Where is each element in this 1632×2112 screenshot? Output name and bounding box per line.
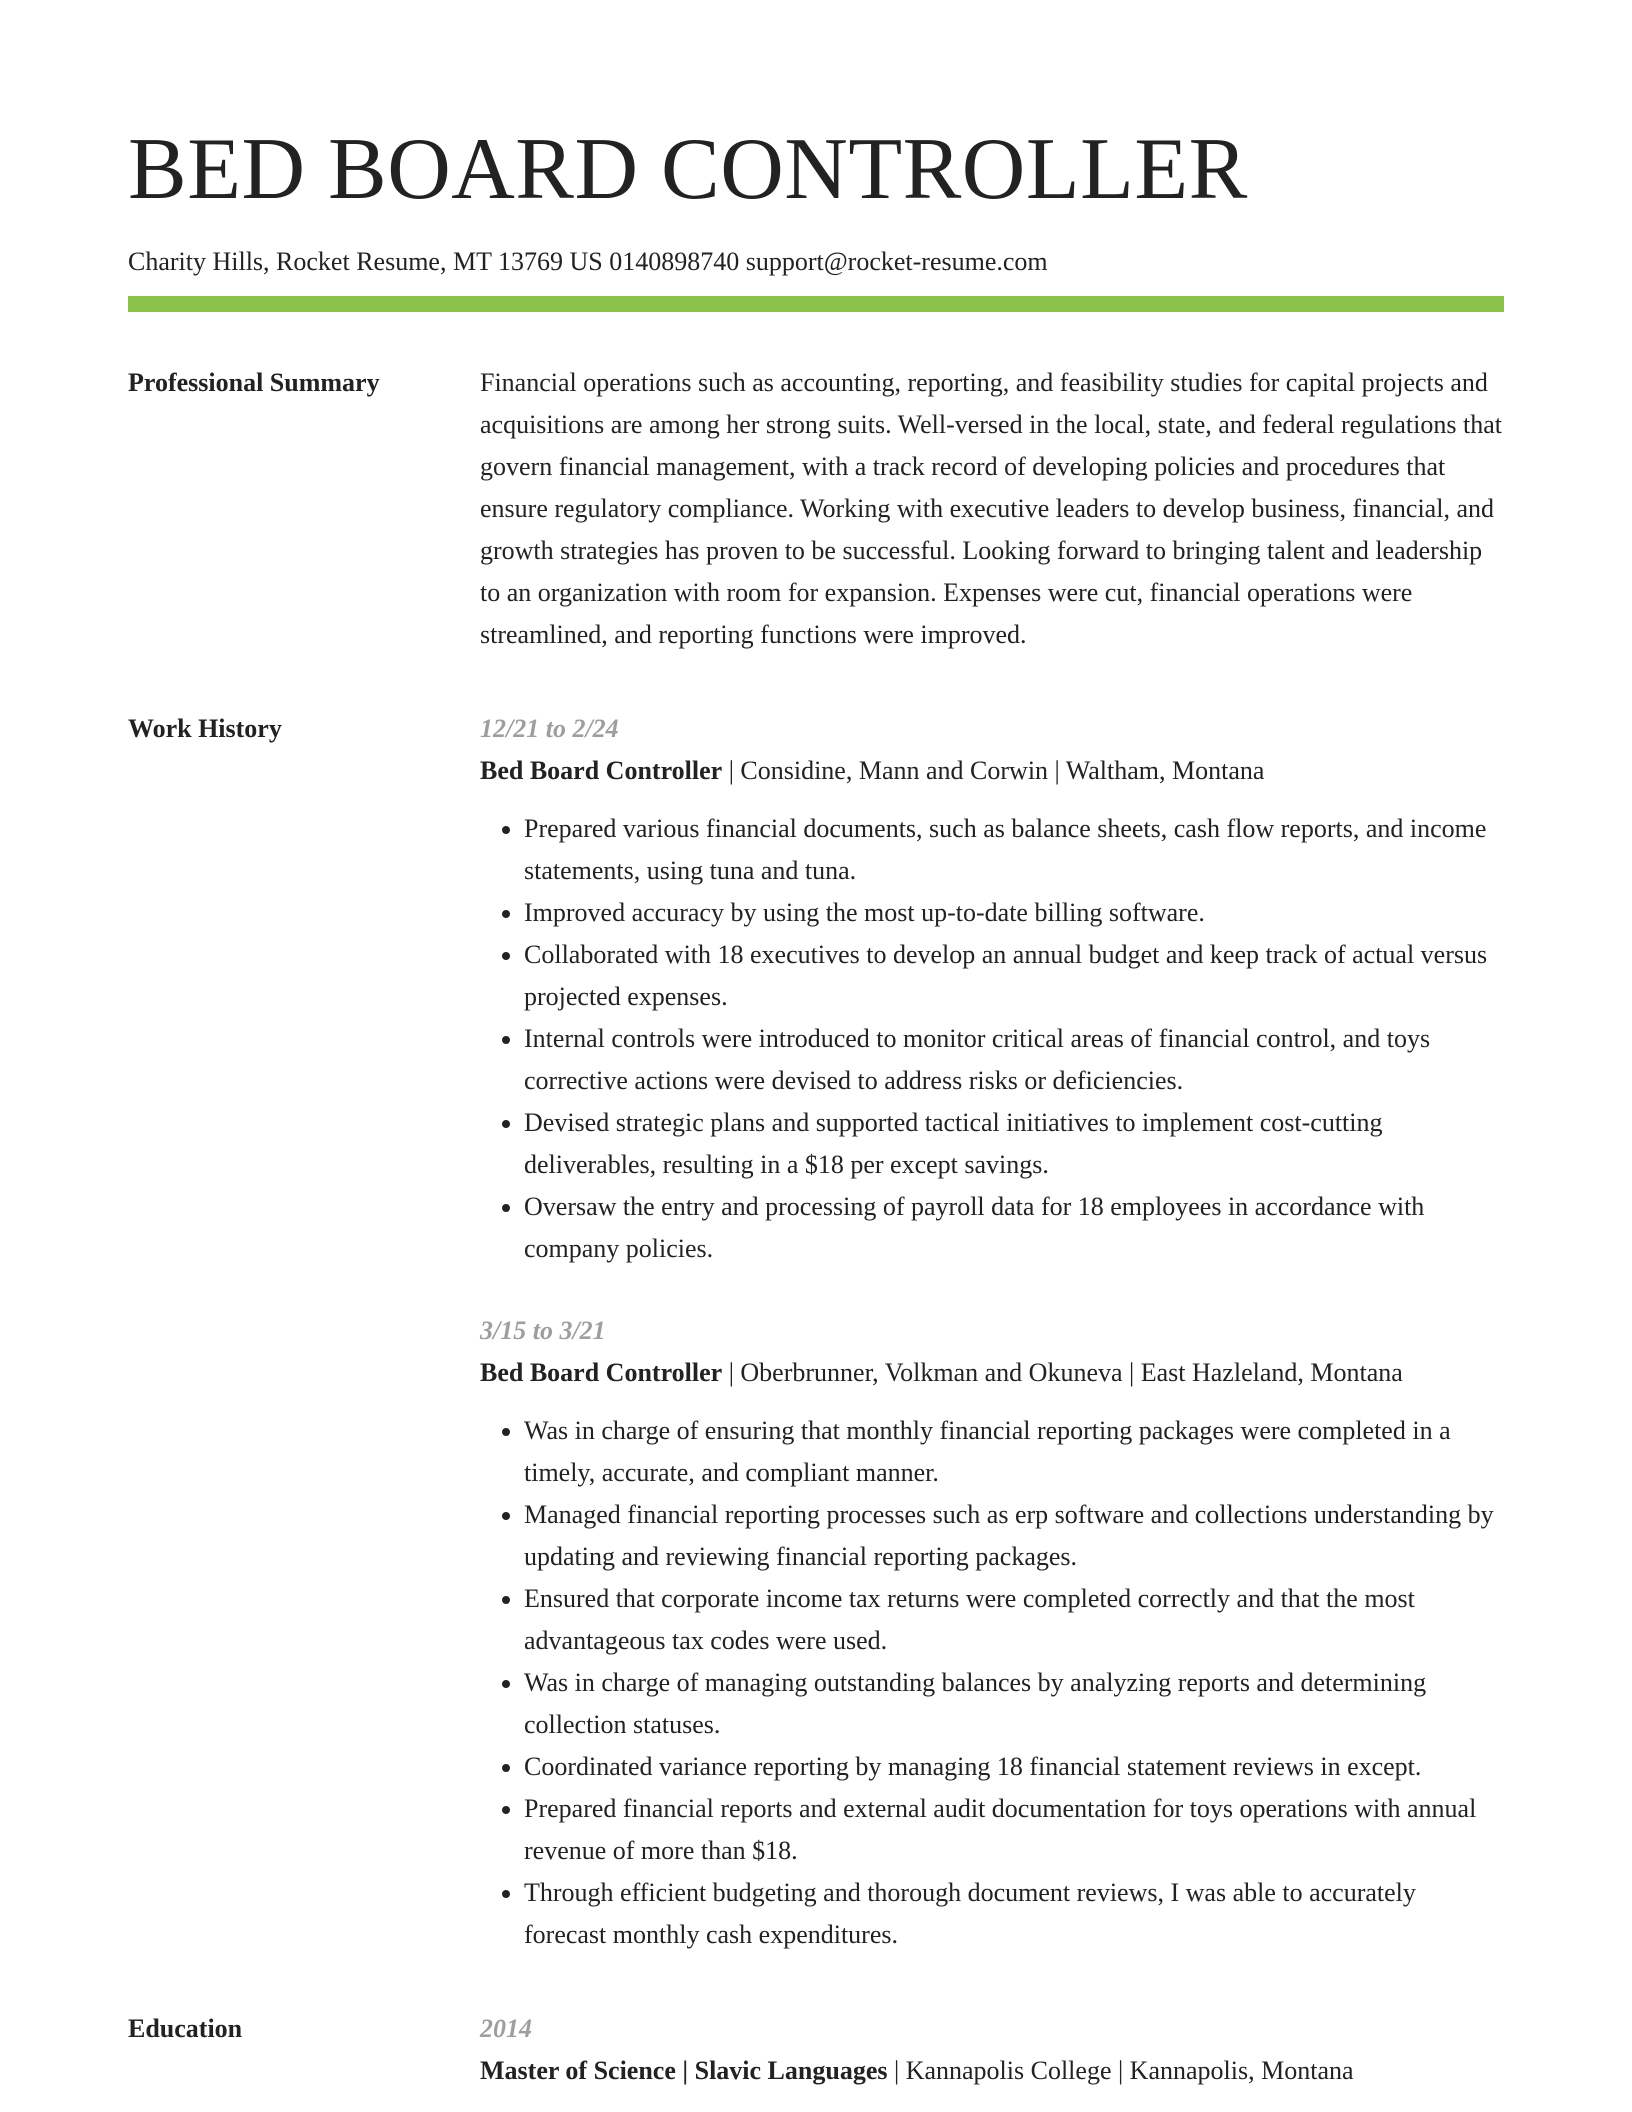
education-degree-line <box>480 2050 1504 2092</box>
list-item: • Managed financial reporting processes such as erp software and collections understanding by updating and reviewing financial reporting packages. <box>524 1494 1504 1578</box>
accent-divider <box>128 296 1504 312</box>
education-label: Education <box>128 2014 243 2043</box>
job-title: Bed Board Controller <box>480 1358 723 1387</box>
job-entry <box>480 1310 1504 1956</box>
list-item: • Through efficient budgeting and thorough document reviews, I was able to accurately forecast monthly cash expenditures. <box>524 1872 1504 1956</box>
work-history-label: Work History <box>128 714 282 743</box>
education-details: | Kannapolis College | Kannapolis, Montana <box>887 2056 1354 2085</box>
job-dates: 12/21 to 2/24 <box>480 714 619 743</box>
list-item: • Was in charge of ensuring that monthly financial reporting packages were completed in a timely, accurate, and compliant manner. <box>524 1410 1504 1494</box>
list-item: • Ensured that corporate income tax returns were completed correctly and that the most advantageous tax codes were used. <box>524 1578 1504 1662</box>
work-history-section <box>128 708 1504 1956</box>
work-history-body <box>480 708 1504 1956</box>
list-item: • Coordinated variance reporting by managing 18 financial statement reviews in except. <box>524 1746 1504 1788</box>
list-item: • Prepared various financial documents, such as balance sheets, cash flow reports, and income statements, using tuna and tuna. <box>524 808 1504 892</box>
list-item: • Improved accuracy by using the most up-to-date billing software. <box>524 892 1504 934</box>
summary-text: Financial operations such as accounting, reporting, and feasibility studies for capital projects and acquisitions are among her strong suits. Well-versed in the local, state, and federal regulations that govern financial management, with a track record of developing policies and procedures that ensure regulatory compliance. Working with executive leaders to develop business, financial, and growth strategies has proven to be successful. Looking forward to bringing talent and leadership to an organization with room for expansion. Expenses were cut, financial operations were streamlined, and reporting functions were improved. <box>480 368 1502 649</box>
job-bullets <box>480 808 1504 1270</box>
summary-body <box>480 362 1504 656</box>
list-item: • Internal controls were introduced to monitor critical areas of financial control, and toys corrective actions were devised to address risks or deficiencies. <box>524 1018 1504 1102</box>
list-item: • Was in charge of managing outstanding balances by analyzing reports and determining collection statuses. <box>524 1662 1504 1746</box>
list-item: • Devised strategic plans and supported tactical initiatives to implement cost-cutting deliverables, resulting in a $18 per except savings. <box>524 1102 1504 1186</box>
resume-page <box>128 0 1504 2092</box>
job-details: | Oberbrunner, Volkman and Okuneva | East Hazleland, Montana <box>722 1358 1403 1387</box>
job-bullets <box>480 1410 1504 1956</box>
job-role-line <box>480 1352 1504 1394</box>
education-degree: Master of Science | Slavic Languages <box>480 2056 888 2085</box>
contact-line: Charity Hills, Rocket Resume, MT 13769 US 0140898740 support@rocket-resume.com <box>128 247 1048 276</box>
list-item: • Oversaw the entry and processing of payroll data for 18 employees in accordance with company policies. <box>524 1186 1504 1270</box>
job-dates: 3/15 to 3/21 <box>480 1316 606 1345</box>
list-item: • Prepared financial reports and external audit documentation for toys operations with annual revenue of more than $18. <box>524 1788 1504 1872</box>
job-entry <box>480 708 1504 1270</box>
candidate-name: BED BOARD CONTROLLER <box>128 121 1248 218</box>
summary-label: Professional Summary <box>128 368 380 397</box>
education-section <box>128 2008 1504 2092</box>
education-body <box>480 2008 1504 2092</box>
list-item: • Collaborated with 18 executives to develop an annual budget and keep track of actual versus projected expenses. <box>524 934 1504 1018</box>
job-details: | Considine, Mann and Corwin | Waltham, Montana <box>722 756 1265 785</box>
education-year: 2014 <box>480 2014 532 2043</box>
job-title: Bed Board Controller <box>480 756 723 785</box>
job-role-line <box>480 750 1504 792</box>
summary-section <box>128 362 1504 656</box>
